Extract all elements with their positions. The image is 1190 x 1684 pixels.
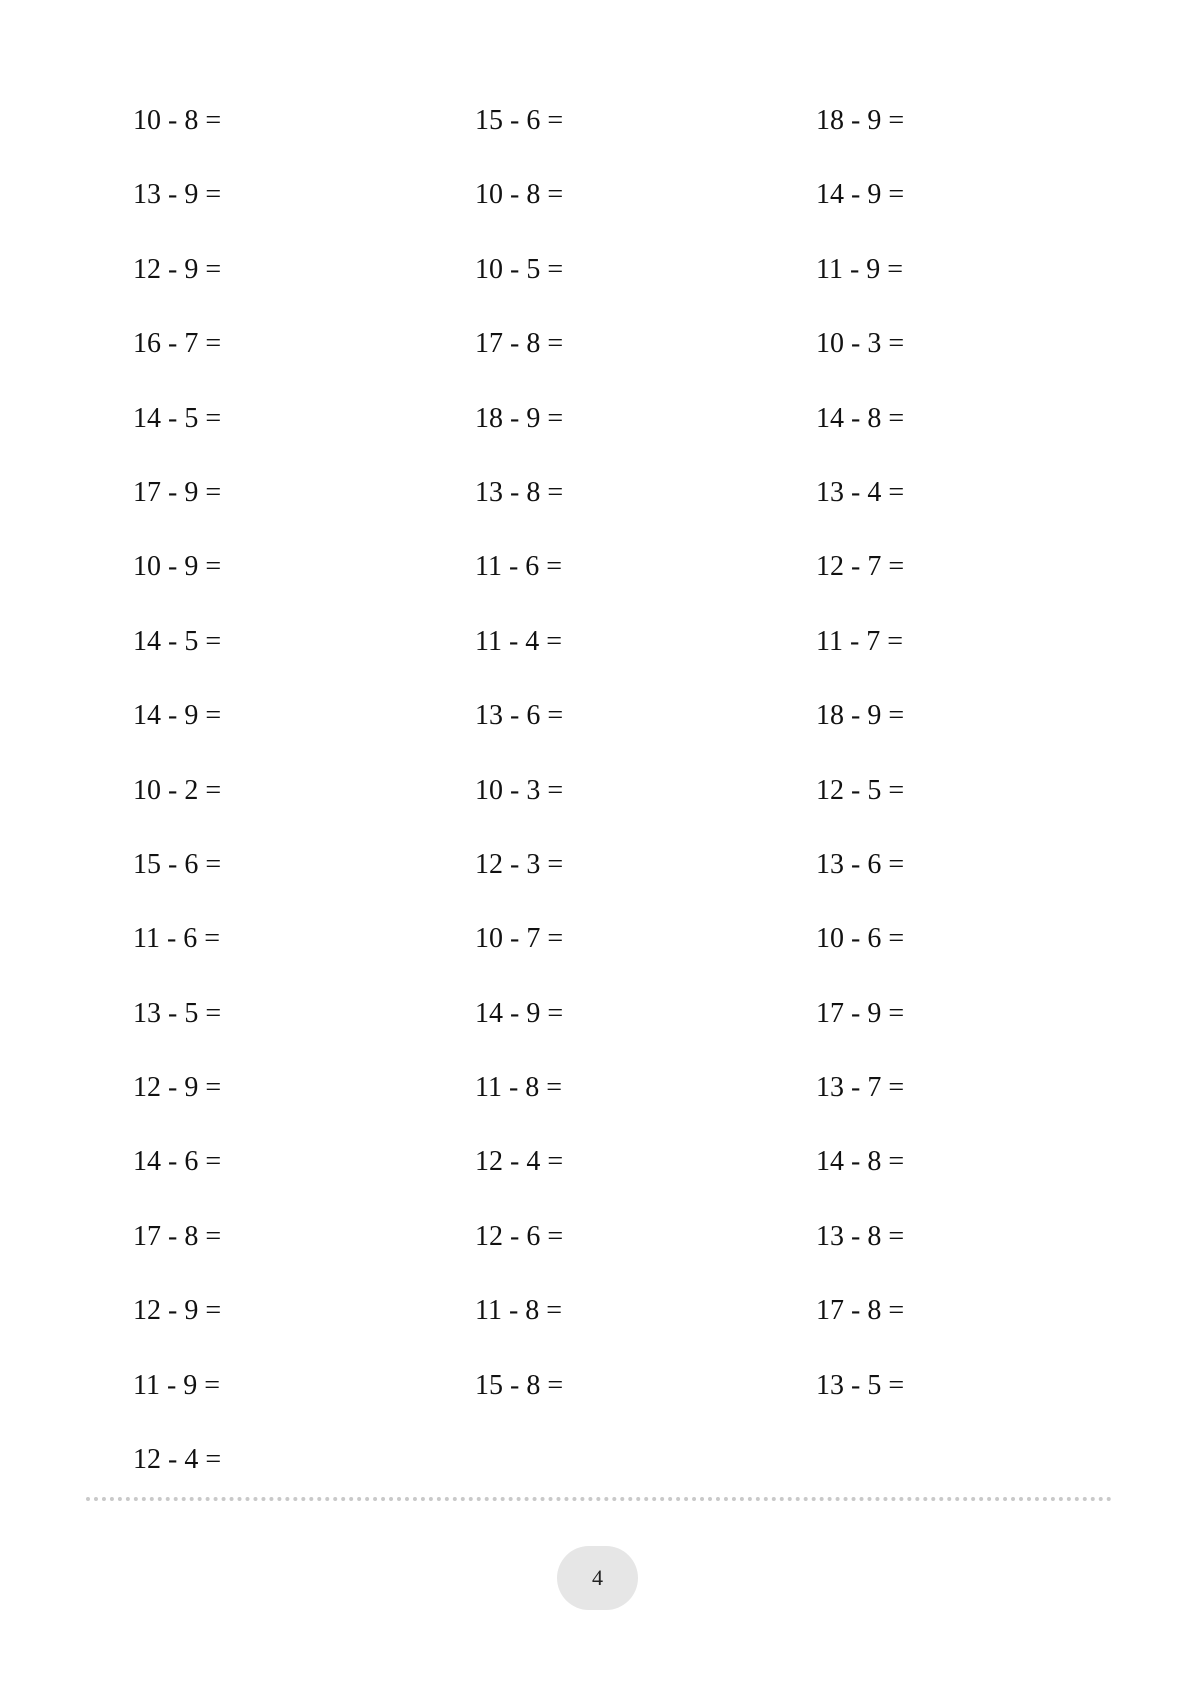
problem-item: 11 - 8 = (475, 1072, 563, 1104)
problem-item: 18 - 9 = (475, 402, 564, 434)
dotted-divider (86, 1497, 1112, 1501)
problem-item: 15 - 8 = (475, 1369, 564, 1401)
problem-item: 11 - 7 = (816, 625, 904, 657)
problem-item: 14 - 9 = (475, 997, 564, 1029)
problem-item: 10 - 2 = (133, 774, 222, 806)
problem-item: 15 - 6 = (133, 848, 222, 880)
problem-item: 11 - 6 = (133, 923, 221, 955)
problem-item: 14 - 8 = (816, 402, 905, 434)
problem-item: 10 - 7 = (475, 923, 564, 955)
problem-item: 14 - 9 = (816, 179, 905, 211)
problem-item: 10 - 5 = (475, 253, 564, 285)
problem-item: 18 - 9 = (816, 700, 905, 732)
problem-item: 12 - 5 = (816, 774, 905, 806)
problem-item: 10 - 6 = (816, 923, 905, 955)
problem-item: 12 - 7 = (816, 551, 905, 583)
problem-item: 11 - 9 = (133, 1369, 221, 1401)
problem-item: 13 - 9 = (133, 179, 222, 211)
problem-item: 12 - 9 = (133, 253, 222, 285)
problem-item: 11 - 6 = (475, 551, 563, 583)
problem-item: 12 - 4 = (133, 1444, 222, 1476)
problem-item: 14 - 5 = (133, 625, 222, 657)
problem-item: 13 - 5 = (133, 997, 222, 1029)
problem-item: 11 - 4 = (475, 625, 563, 657)
problem-item: 11 - 9 = (816, 253, 904, 285)
problem-item: 13 - 6 = (475, 700, 564, 732)
problem-item: 10 - 3 = (475, 774, 564, 806)
problem-item: 17 - 8 = (816, 1295, 905, 1327)
problem-item: 10 - 8 = (133, 105, 222, 136)
problem-item: 13 - 5 = (816, 1369, 905, 1401)
problem-item: 13 - 8 = (475, 476, 564, 508)
problem-item: 17 - 8 = (133, 1220, 222, 1252)
problem-item: 14 - 6 = (133, 1146, 222, 1178)
problem-column-1 (133, 94, 433, 1507)
problem-item: 13 - 8 = (816, 1220, 905, 1252)
problem-item: 14 - 8 = (816, 1146, 905, 1178)
problem-item: 12 - 9 = (133, 1072, 222, 1104)
problem-item: 12 - 9 = (133, 1295, 222, 1327)
problem-item: 16 - 7 = (133, 328, 222, 360)
problem-item: 17 - 8 = (475, 328, 564, 360)
problem-item: 17 - 9 = (133, 476, 222, 508)
problem-item: 12 - 3 = (475, 848, 564, 880)
problem-item: 12 - 4 = (475, 1146, 564, 1178)
problem-item: 14 - 9 = (133, 700, 222, 732)
problem-item: 13 - 6 = (816, 848, 905, 880)
problem-item: 13 - 7 = (816, 1072, 905, 1104)
problem-item: 10 - 9 = (133, 551, 222, 583)
problem-item: 15 - 6 = (475, 105, 564, 136)
problem-item: 12 - 6 = (475, 1220, 564, 1252)
problem-column-2 (475, 94, 775, 1433)
problem-item: 13 - 4 = (816, 476, 905, 508)
problem-item: 18 - 9 = (816, 105, 905, 136)
problem-column-3 (816, 94, 1116, 1433)
page-number-badge: 4 (557, 1546, 638, 1610)
problem-item: 10 - 8 = (475, 179, 564, 211)
problem-item: 17 - 9 = (816, 997, 905, 1029)
problem-item: 10 - 3 = (816, 328, 905, 360)
problem-item: 14 - 5 = (133, 402, 222, 434)
problem-item: 11 - 8 = (475, 1295, 563, 1327)
